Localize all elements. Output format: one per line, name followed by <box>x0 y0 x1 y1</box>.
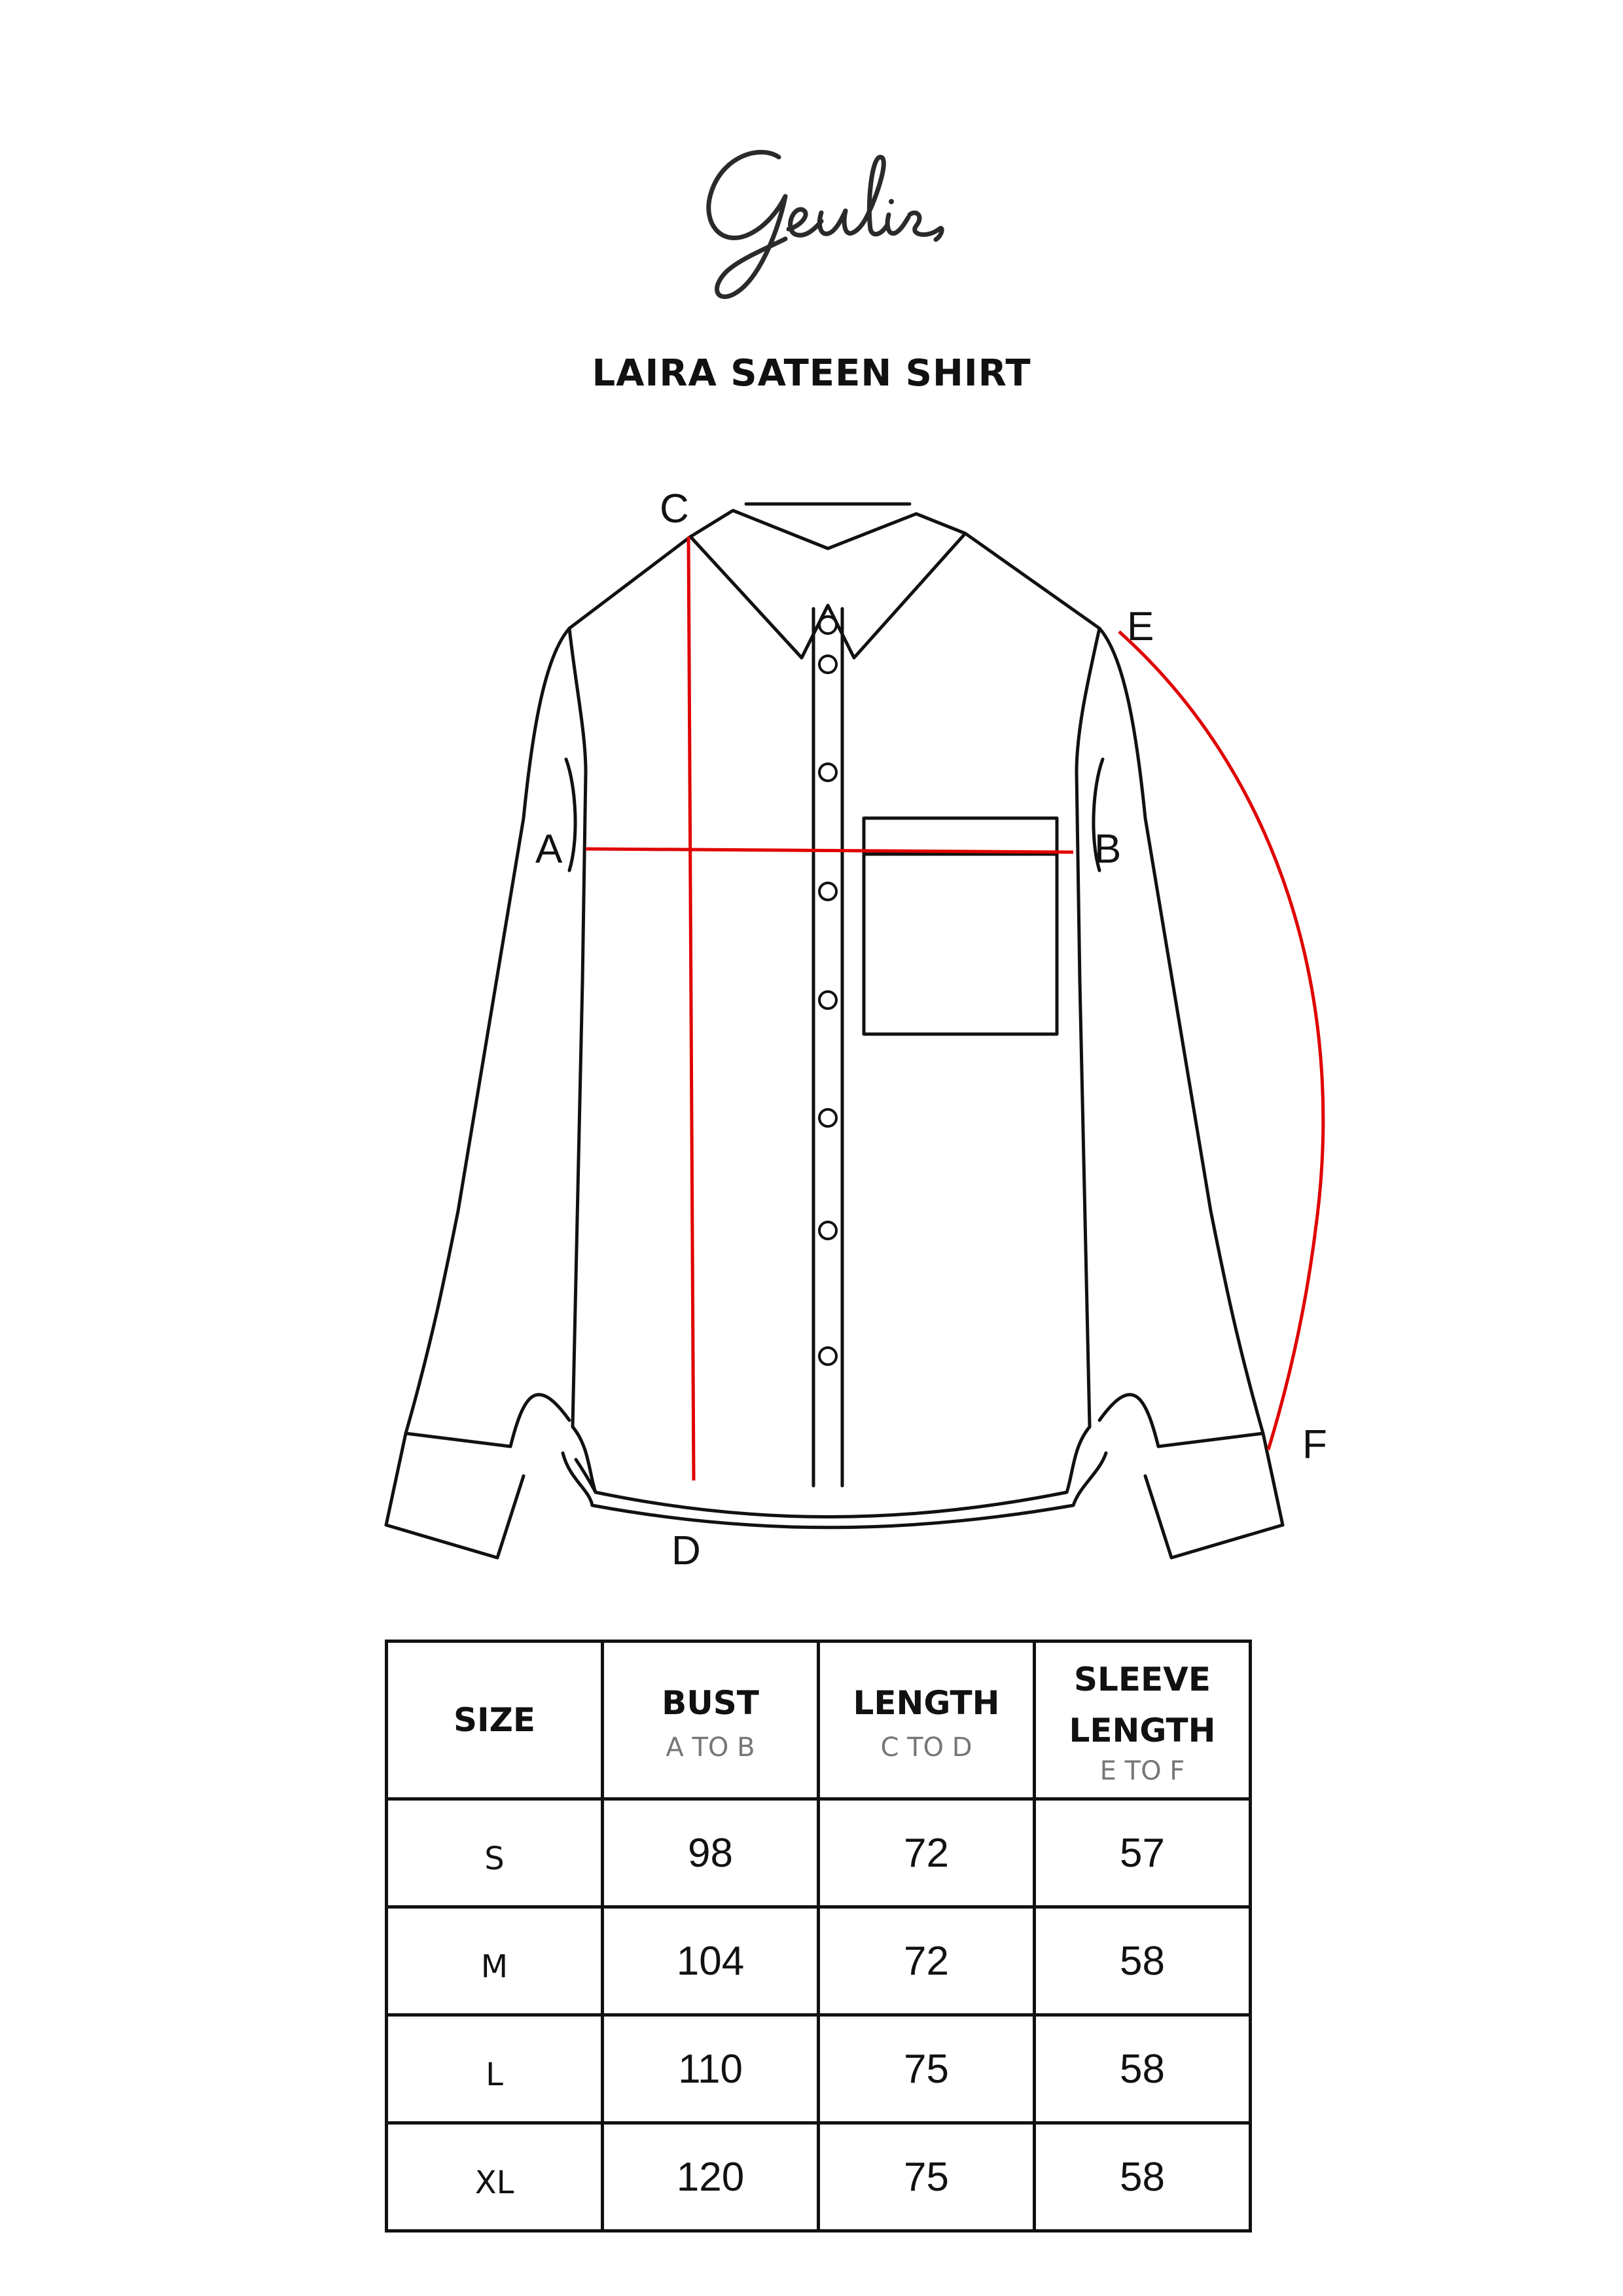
size-cell: M <box>387 1907 603 2015</box>
length-cell: 72 <box>819 1799 1035 1907</box>
bust-cell: 120 <box>603 2123 819 2231</box>
length-cell: 72 <box>819 1907 1035 2015</box>
sleeve-cell: 58 <box>1035 2015 1251 2123</box>
length-cell: 75 <box>819 2123 1035 2231</box>
header-bust-label: BUST <box>662 1684 759 1722</box>
button <box>819 992 836 1009</box>
header-length-sub: C TO D <box>880 1732 972 1763</box>
right-sleeve-outline <box>1099 628 1263 1446</box>
sleeve-cell: 58 <box>1035 1907 1251 2015</box>
table-row <box>387 2123 1251 2231</box>
size-cell: S <box>387 1799 603 1907</box>
length-cell: 75 <box>819 2015 1035 2123</box>
header-sleeve-sub: E TO F <box>1099 1756 1185 1786</box>
size-cell: L <box>387 2015 603 2123</box>
table-header-row <box>387 1641 1251 1799</box>
header-sleeve-label-2: LENGTH <box>1069 1712 1216 1749</box>
header-sleeve <box>1035 1641 1251 1799</box>
length-measure-line <box>688 537 694 1480</box>
button <box>819 617 836 634</box>
header-sleeve-label-1: SLEEVE <box>1073 1660 1211 1698</box>
sleeve-cell: 57 <box>1035 1799 1251 1907</box>
point-label-f: F <box>1302 1422 1327 1467</box>
header-length-label: LENGTH <box>853 1684 1000 1722</box>
left-sleeve-outline <box>406 628 569 1446</box>
bust-measure-line <box>586 849 1073 852</box>
table-row <box>387 2015 1251 2123</box>
point-label-e: E <box>1127 604 1154 649</box>
point-label-d: D <box>671 1528 701 1573</box>
point-label-a: A <box>535 827 563 872</box>
product-title: LAIRA SATEEN SHIRT <box>592 352 1031 395</box>
size-cell: XL <box>387 2123 603 2231</box>
body-outline <box>569 533 1099 1517</box>
left-cuff-outline <box>386 1433 524 1558</box>
header-bust-sub: A TO B <box>666 1732 755 1763</box>
button <box>819 883 836 900</box>
header-bust <box>603 1641 819 1799</box>
button <box>819 1348 836 1365</box>
button <box>819 764 836 781</box>
bust-cell: 110 <box>603 2015 819 2123</box>
button <box>819 1109 836 1126</box>
header-size <box>387 1641 603 1799</box>
bust-cell: 98 <box>603 1799 819 1907</box>
button <box>819 656 836 673</box>
sleeve-cell: 58 <box>1035 2123 1251 2231</box>
collar-outline <box>690 511 965 658</box>
header-length <box>819 1641 1035 1799</box>
right-cuff-outline <box>1145 1433 1283 1558</box>
size-chart-table <box>385 1640 1252 2233</box>
table-row <box>387 1907 1251 2015</box>
bust-cell: 104 <box>603 1907 819 2015</box>
point-label-b: B <box>1094 827 1122 872</box>
sleeve-measure-line <box>1119 632 1323 1450</box>
header-size-label: SIZE <box>453 1701 536 1739</box>
button <box>819 1222 836 1239</box>
point-label-c: C <box>660 486 689 531</box>
placket-buttons <box>819 617 836 1365</box>
table-row <box>387 1799 1251 1907</box>
